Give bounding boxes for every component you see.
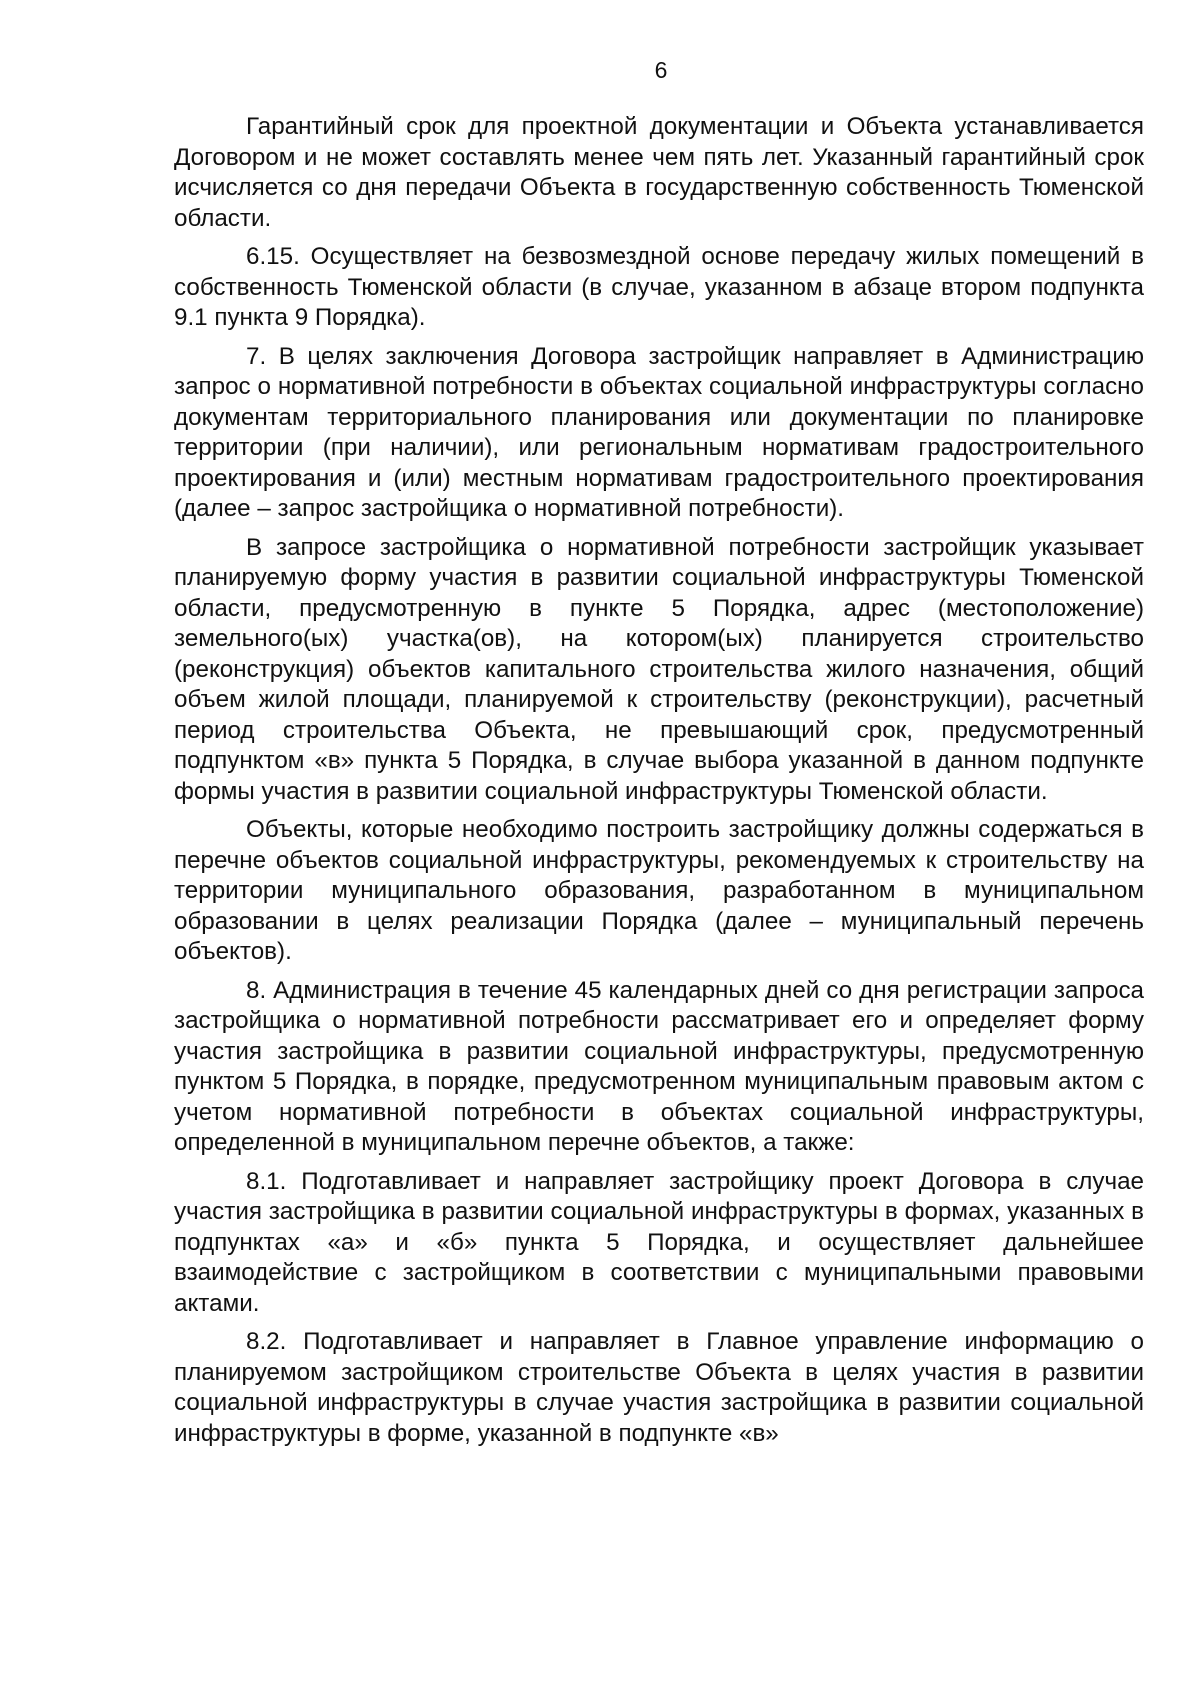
paragraph-8-1: 8.1. Подготавливает и направляет застройщику проект Договора в случае участия застройщика в развитии социальной инфраструктуры в формах, указанных в подпунктах «а» и «б» пункта 5 Порядка, и осуществляет дальнейшее взаимодействие с застройщиком в соответствии с муниципальными правовыми актами.: [174, 1167, 1144, 1317]
paragraph-6-15: 6.15. Осуществляет на безвозмездной основе передачу жилых помещений в собственность Тюменской области (в случае, указанном в абзаце втором подпункта 9.1 пункта 9 Порядка).: [174, 243, 1144, 331]
document-body: [174, 112, 1144, 1457]
paragraph-8-2: 8.2. Подготавливает и направляет в Главное управление информацию о планируемом застройщиком строительстве Объекта в целях участия в развитии социальной инфраструктуры в случае участия застройщика в развитии социальной инфраструктуры в форме, указанной в подпункте «в»: [174, 1328, 1144, 1447]
page-number: 6: [654, 57, 668, 83]
paragraph-8: 8. Администрация в течение 45 календарных дней со дня регистрации запроса застройщика о нормативной потребности рассматривает его и определяет форму участия застройщика в развитии социальной инфраструктуры, предусмотренную пунктом 5 Порядка, в порядке, предусмотренном муниципальным правовым актом с учетом нормативной потребности в объектах социальной инфраструктуры, определенной в муниципальном перечне объектов, а также:: [174, 976, 1144, 1156]
paragraph-request-content: В запросе застройщика о нормативной потребности застройщик указывает планируемую форму участия в развитии социальной инфраструктуры Тюменской области, предусмотренную в пункте 5 Порядка, адрес (местоположение) земельного(ых) участка(ов), на котором(ых) планируется строительство (реконструкция) объектов капитального строительства жилого назначения, общий объем жилой площади, планируемой к строительству (реконструкции), расчетный период строительства Объекта, не превышающий срок, предусмотренный подпунктом «в» пункта 5 Порядка, в случае выбора указанной в данном подпункте формы участия в развитии социальной инфраструктуры Тюменской области.: [174, 533, 1144, 805]
paragraph-7: 7. В целях заключения Договора застройщик направляет в Администрацию запрос о нормативной потребности в объектах социальной инфраструктуры согласно документам территориального планирования или документации по планировке территории (при наличии), или региональным нормативам градостроительного проектирования и (или) местным нормативам градостроительного проектирования (далее – запрос застройщика о нормативной потребности).: [174, 342, 1144, 522]
paragraph-objects-list: Объекты, которые необходимо построить застройщику должны содержаться в перечне объектов социальной инфраструктуры, рекомендуемых к строительству на территории муниципального образования, разработанном в муниципальном образовании в целях реализации Порядка (далее – муниципальный перечень объектов).: [174, 816, 1144, 965]
paragraph-warranty: Гарантийный срок для проектной документации и Объекта устанавливается Договором и не может составлять менее чем пять лет. Указанный гарантийный срок исчисляется со дня передачи Объекта в государственную собственность Тюменской области.: [174, 113, 1144, 232]
